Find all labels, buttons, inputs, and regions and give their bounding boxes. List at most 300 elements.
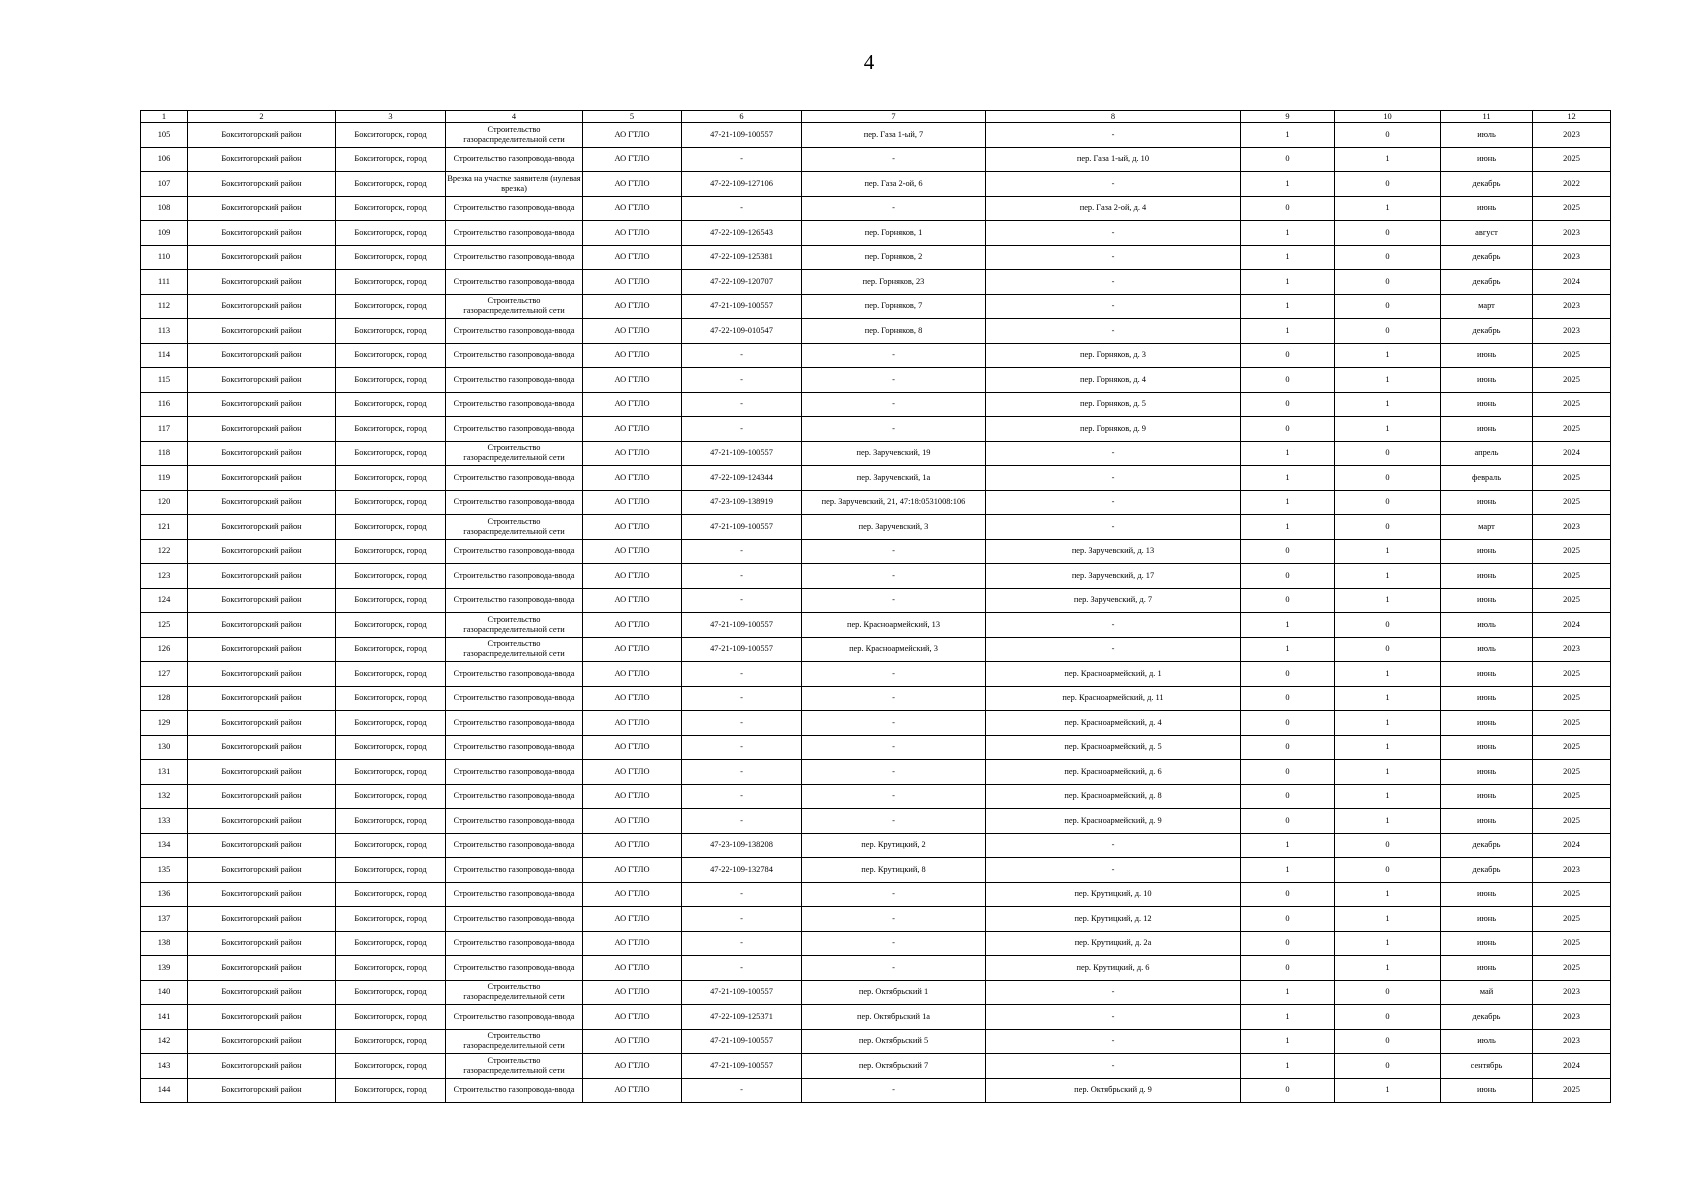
table-cell: июнь — [1441, 564, 1533, 589]
table-cell: пер. Крутицкий, 8 — [802, 858, 986, 883]
table-row — [141, 784, 1611, 809]
table-cell: 2023 — [1533, 858, 1611, 883]
table-cell: Бокситогорск, город — [336, 319, 446, 344]
table-cell: пер. Горняков, 8 — [802, 319, 986, 344]
column-header: 2 — [188, 111, 336, 123]
table-cell: 1 — [1241, 613, 1335, 638]
table-cell: - — [986, 270, 1241, 295]
table-cell: - — [802, 368, 986, 393]
table-cell: Бокситогорский район — [188, 539, 336, 564]
table-cell: - — [682, 686, 802, 711]
table-row — [141, 466, 1611, 491]
table-cell: июнь — [1441, 956, 1533, 981]
table-cell: Строительство газопровода-ввода — [446, 147, 583, 172]
table-cell: 1 — [1335, 907, 1441, 932]
table-cell: Бокситогорск, город — [336, 784, 446, 809]
table-cell: 0 — [1335, 490, 1441, 515]
table-row — [141, 270, 1611, 295]
table-cell: март — [1441, 294, 1533, 319]
table-cell: АО ГТЛО — [583, 1078, 682, 1103]
table-cell: 1 — [1335, 196, 1441, 221]
table-cell: 2024 — [1533, 270, 1611, 295]
table-cell: 1 — [1241, 172, 1335, 197]
table-cell: 0 — [1241, 392, 1335, 417]
table-cell: Бокситогорск, город — [336, 956, 446, 981]
table-cell: 116 — [141, 392, 188, 417]
table-cell: Строительство газораспределительной сети — [446, 613, 583, 638]
table-cell: 2025 — [1533, 809, 1611, 834]
table-cell: 47-22-109-124344 — [682, 466, 802, 491]
table-cell: 1 — [1335, 147, 1441, 172]
table-cell: Строительство газораспределительной сети — [446, 294, 583, 319]
table-cell: 47-22-109-127106 — [682, 172, 802, 197]
table-cell: декабрь — [1441, 319, 1533, 344]
table-cell: Бокситогорск, город — [336, 980, 446, 1005]
table-cell: Бокситогорский район — [188, 882, 336, 907]
table-cell: АО ГТЛО — [583, 294, 682, 319]
table-cell: декабрь — [1441, 1005, 1533, 1030]
table-cell: 47-22-109-132784 — [682, 858, 802, 883]
table-cell: - — [682, 392, 802, 417]
table-cell: 2024 — [1533, 833, 1611, 858]
table-cell: АО ГТЛО — [583, 784, 682, 809]
table-cell: АО ГТЛО — [583, 662, 682, 687]
table-cell: АО ГТЛО — [583, 809, 682, 834]
table-cell: пер. Красноармейский, д. 9 — [986, 809, 1241, 834]
column-header: 9 — [1241, 111, 1335, 123]
table-cell: АО ГТЛО — [583, 245, 682, 270]
table-cell: 2025 — [1533, 907, 1611, 932]
table-cell: Бокситогорский район — [188, 123, 336, 148]
table-cell: - — [682, 147, 802, 172]
table-cell: 1 — [1241, 858, 1335, 883]
table-cell: пер. Горняков, д. 5 — [986, 392, 1241, 417]
table-cell: Бокситогорский район — [188, 735, 336, 760]
table-cell: июнь — [1441, 368, 1533, 393]
table-cell: пер. Газа 1-ый, 7 — [802, 123, 986, 148]
table-cell: 2024 — [1533, 1054, 1611, 1079]
table-cell: 1 — [1241, 1005, 1335, 1030]
table-cell: Бокситогорск, город — [336, 564, 446, 589]
table-cell: Бокситогорск, город — [336, 686, 446, 711]
table-cell: пер. Заручевский, 3 — [802, 515, 986, 540]
table-cell: пер. Октябрьский 1а — [802, 1005, 986, 1030]
table-cell: июнь — [1441, 147, 1533, 172]
table-cell: 117 — [141, 417, 188, 442]
table-cell: Строительство газопровода-ввода — [446, 809, 583, 834]
table-row — [141, 907, 1611, 932]
table-cell: 132 — [141, 784, 188, 809]
table-cell: 139 — [141, 956, 188, 981]
table-cell: Бокситогорск, город — [336, 735, 446, 760]
table-cell: - — [802, 147, 986, 172]
table-cell: 2025 — [1533, 784, 1611, 809]
table-cell: 47-23-109-138208 — [682, 833, 802, 858]
table-cell: АО ГТЛО — [583, 221, 682, 246]
table-cell: 105 — [141, 123, 188, 148]
table-cell: 112 — [141, 294, 188, 319]
table-cell: АО ГТЛО — [583, 1029, 682, 1054]
table-cell: АО ГТЛО — [583, 760, 682, 785]
table-cell: - — [682, 196, 802, 221]
table-cell: Строительство газопровода-ввода — [446, 392, 583, 417]
table-cell: 123 — [141, 564, 188, 589]
table-cell: - — [986, 294, 1241, 319]
table-cell: Бокситогорск, город — [336, 931, 446, 956]
table-cell: 129 — [141, 711, 188, 736]
table-cell: Бокситогорский район — [188, 588, 336, 613]
table-cell: - — [682, 343, 802, 368]
table-cell: июнь — [1441, 490, 1533, 515]
table-cell: 1 — [1335, 809, 1441, 834]
table-cell: - — [682, 417, 802, 442]
table-cell: 1 — [1335, 784, 1441, 809]
table-cell: декабрь — [1441, 245, 1533, 270]
table-cell: 1 — [1241, 490, 1335, 515]
table-cell: Бокситогорский район — [188, 466, 336, 491]
table-cell: пер. Красноармейский, д. 8 — [986, 784, 1241, 809]
table-cell: Строительство газопровода-ввода — [446, 245, 583, 270]
table-cell: 142 — [141, 1029, 188, 1054]
table-cell: Бокситогорский район — [188, 441, 336, 466]
table-cell: Бокситогорский район — [188, 564, 336, 589]
table-cell: 141 — [141, 1005, 188, 1030]
table-row — [141, 1029, 1611, 1054]
table-cell: 1 — [1335, 760, 1441, 785]
table-cell: 137 — [141, 907, 188, 932]
table-cell: 1 — [1335, 931, 1441, 956]
table-row — [141, 735, 1611, 760]
table-cell: 47-21-109-100557 — [682, 441, 802, 466]
table-row — [141, 294, 1611, 319]
table-cell: Строительство газопровода-ввода — [446, 1005, 583, 1030]
table-cell: - — [682, 735, 802, 760]
table-cell: пер. Октябрьский д. 9 — [986, 1078, 1241, 1103]
table-cell: АО ГТЛО — [583, 637, 682, 662]
table-cell: - — [986, 466, 1241, 491]
table-cell: 1 — [1241, 221, 1335, 246]
table-cell: 109 — [141, 221, 188, 246]
table-cell: пер. Красноармейский, д. 4 — [986, 711, 1241, 736]
table-cell: Бокситогорск, город — [336, 760, 446, 785]
table-header-row — [141, 111, 1611, 123]
table-cell: Бокситогорский район — [188, 637, 336, 662]
table-cell: 2022 — [1533, 172, 1611, 197]
table-cell: 2025 — [1533, 368, 1611, 393]
table-cell: 144 — [141, 1078, 188, 1103]
table-cell: Строительство газопровода-ввода — [446, 466, 583, 491]
table-cell: 2025 — [1533, 588, 1611, 613]
table-cell: июнь — [1441, 588, 1533, 613]
table-cell: июнь — [1441, 417, 1533, 442]
table-cell: май — [1441, 980, 1533, 1005]
table-cell: 0 — [1241, 343, 1335, 368]
table-cell: АО ГТЛО — [583, 735, 682, 760]
table-cell: Строительство газопровода-ввода — [446, 319, 583, 344]
table-row — [141, 588, 1611, 613]
table-cell: пер. Красноармейский, 3 — [802, 637, 986, 662]
table-cell: Бокситогорский район — [188, 931, 336, 956]
table-cell: Бокситогорск, город — [336, 858, 446, 883]
table-cell: - — [802, 539, 986, 564]
table-cell: 1 — [1335, 588, 1441, 613]
table-cell: Строительство газопровода-ввода — [446, 196, 583, 221]
table-cell: 2023 — [1533, 294, 1611, 319]
table-cell: - — [682, 588, 802, 613]
table-cell: АО ГТЛО — [583, 270, 682, 295]
table-cell: 47-21-109-100557 — [682, 123, 802, 148]
table-cell: 135 — [141, 858, 188, 883]
table-cell: АО ГТЛО — [583, 1005, 682, 1030]
table-cell: 47-22-109-125381 — [682, 245, 802, 270]
table-cell: 2025 — [1533, 711, 1611, 736]
table-cell: Бокситогорск, город — [336, 368, 446, 393]
table-cell: - — [682, 809, 802, 834]
table-cell: пер. Заручевский, д. 7 — [986, 588, 1241, 613]
table-cell: 47-21-109-100557 — [682, 637, 802, 662]
table-cell: Бокситогорский район — [188, 858, 336, 883]
table-cell: Бокситогорский район — [188, 833, 336, 858]
table-cell: пер. Красноармейский, д. 6 — [986, 760, 1241, 785]
table-cell: Бокситогорский район — [188, 368, 336, 393]
table-cell: июнь — [1441, 784, 1533, 809]
table-cell: 0 — [1335, 613, 1441, 638]
table-cell: декабрь — [1441, 858, 1533, 883]
table-cell: 1 — [1241, 515, 1335, 540]
table-cell: Строительство газопровода-ввода — [446, 1078, 583, 1103]
table-cell: Бокситогорск, город — [336, 1054, 446, 1079]
table-cell: Строительство газопровода-ввода — [446, 662, 583, 687]
table-row — [141, 147, 1611, 172]
table-cell: 1 — [1335, 662, 1441, 687]
table-cell: 47-21-109-100557 — [682, 980, 802, 1005]
column-header: 3 — [336, 111, 446, 123]
table-cell: - — [682, 1078, 802, 1103]
table-cell: Строительство газораспределительной сети — [446, 123, 583, 148]
table-cell: - — [682, 539, 802, 564]
table-cell: - — [802, 1078, 986, 1103]
table-cell: Бокситогорск, город — [336, 172, 446, 197]
table-cell: АО ГТЛО — [583, 147, 682, 172]
table-cell: 0 — [1335, 123, 1441, 148]
table-cell: 120 — [141, 490, 188, 515]
table-cell: 0 — [1335, 858, 1441, 883]
table-cell: пер. Заручевский, 21, 47:18:0531008:106 — [802, 490, 986, 515]
table-cell: 0 — [1335, 515, 1441, 540]
table-cell: Строительство газопровода-ввода — [446, 760, 583, 785]
table-cell: пер. Красноармейский, д. 11 — [986, 686, 1241, 711]
table-cell: АО ГТЛО — [583, 613, 682, 638]
table-cell: 1 — [1335, 882, 1441, 907]
table-cell: АО ГТЛО — [583, 1054, 682, 1079]
table-cell: 2023 — [1533, 319, 1611, 344]
table-cell: 0 — [1241, 809, 1335, 834]
table-cell: 47-21-109-100557 — [682, 613, 802, 638]
table-cell: 2025 — [1533, 882, 1611, 907]
table-cell: пер. Горняков, 2 — [802, 245, 986, 270]
table-cell: АО ГТЛО — [583, 907, 682, 932]
table-row — [141, 441, 1611, 466]
table-cell: Бокситогорский район — [188, 1029, 336, 1054]
table-row — [141, 760, 1611, 785]
column-header: 6 — [682, 111, 802, 123]
table-body — [141, 123, 1611, 1103]
table-cell: 2023 — [1533, 245, 1611, 270]
table-cell: 125 — [141, 613, 188, 638]
table-cell: Бокситогорск, город — [336, 637, 446, 662]
table-cell: 0 — [1241, 907, 1335, 932]
column-header: 10 — [1335, 111, 1441, 123]
table-row — [141, 931, 1611, 956]
table-cell: июнь — [1441, 931, 1533, 956]
table-cell: 106 — [141, 147, 188, 172]
table-cell: - — [986, 123, 1241, 148]
table-cell: - — [986, 221, 1241, 246]
table-cell: Бокситогорский район — [188, 196, 336, 221]
table-cell: 111 — [141, 270, 188, 295]
table-cell: июнь — [1441, 882, 1533, 907]
table-cell: 133 — [141, 809, 188, 834]
table-cell: июнь — [1441, 392, 1533, 417]
table-cell: Строительство газопровода-ввода — [446, 784, 583, 809]
table-cell: Бокситогорский район — [188, 270, 336, 295]
table-row — [141, 564, 1611, 589]
table-cell: АО ГТЛО — [583, 368, 682, 393]
table-cell: март — [1441, 515, 1533, 540]
table-cell: июль — [1441, 613, 1533, 638]
table-cell: Бокситогорск, город — [336, 147, 446, 172]
table-cell: АО ГТЛО — [583, 466, 682, 491]
table-cell: Бокситогорский район — [188, 809, 336, 834]
table-cell: Бокситогорск, город — [336, 490, 446, 515]
table-cell: 0 — [1335, 172, 1441, 197]
table-cell: 124 — [141, 588, 188, 613]
table-cell: - — [682, 368, 802, 393]
table-row — [141, 343, 1611, 368]
table-cell: Бокситогорск, город — [336, 270, 446, 295]
table-cell: 1 — [1241, 637, 1335, 662]
table-cell: июнь — [1441, 735, 1533, 760]
table-cell: 113 — [141, 319, 188, 344]
table-cell: - — [802, 564, 986, 589]
table-row — [141, 1078, 1611, 1103]
table-cell: 140 — [141, 980, 188, 1005]
table-cell: пер. Крутицкий, д. 10 — [986, 882, 1241, 907]
table-cell: - — [802, 956, 986, 981]
table-cell: 47-21-109-100557 — [682, 1054, 802, 1079]
table-row — [141, 515, 1611, 540]
table-cell: АО ГТЛО — [583, 490, 682, 515]
table-cell: - — [802, 784, 986, 809]
table-cell: июнь — [1441, 343, 1533, 368]
table-cell: 138 — [141, 931, 188, 956]
table-cell: 1 — [1241, 270, 1335, 295]
table-cell: Строительство газопровода-ввода — [446, 221, 583, 246]
table-cell: Строительство газопровода-ввода — [446, 270, 583, 295]
table-cell: июнь — [1441, 711, 1533, 736]
table-cell: 2024 — [1533, 441, 1611, 466]
table-cell: Строительство газопровода-ввода — [446, 882, 583, 907]
table-cell: 2023 — [1533, 980, 1611, 1005]
table-row — [141, 417, 1611, 442]
table-cell: июнь — [1441, 907, 1533, 932]
table-cell: декабрь — [1441, 270, 1533, 295]
column-header: 11 — [1441, 111, 1533, 123]
table-cell: пер. Горняков, 7 — [802, 294, 986, 319]
table-cell: Бокситогорск, город — [336, 833, 446, 858]
table-cell: - — [682, 711, 802, 736]
table-cell: - — [802, 343, 986, 368]
table-cell: - — [802, 588, 986, 613]
table-cell: 0 — [1241, 784, 1335, 809]
table-cell: АО ГТЛО — [583, 319, 682, 344]
table-cell: 2025 — [1533, 760, 1611, 785]
table-cell: Бокситогорск, город — [336, 123, 446, 148]
table-cell: - — [802, 882, 986, 907]
table-cell: 1 — [1241, 1029, 1335, 1054]
table-cell: 0 — [1241, 539, 1335, 564]
table-cell: АО ГТЛО — [583, 931, 682, 956]
table-cell: 0 — [1241, 662, 1335, 687]
table-cell: - — [802, 735, 986, 760]
table-cell: Бокситогорский район — [188, 147, 336, 172]
table-cell: Бокситогорский район — [188, 1078, 336, 1103]
table-cell: - — [986, 1054, 1241, 1079]
table-cell: - — [986, 245, 1241, 270]
table-cell: Строительство газопровода-ввода — [446, 833, 583, 858]
table-row — [141, 392, 1611, 417]
table-cell: Бокситогорск, город — [336, 417, 446, 442]
table-row — [141, 490, 1611, 515]
table-cell: 0 — [1241, 368, 1335, 393]
table-cell: Бокситогорск, город — [336, 662, 446, 687]
table-cell: - — [802, 809, 986, 834]
table-cell: 2025 — [1533, 686, 1611, 711]
table-cell: АО ГТЛО — [583, 441, 682, 466]
table-cell: декабрь — [1441, 172, 1533, 197]
table-cell: Бокситогорск, город — [336, 441, 446, 466]
table-cell: 0 — [1335, 980, 1441, 1005]
table-cell: 2025 — [1533, 1078, 1611, 1103]
table-cell: - — [802, 931, 986, 956]
table-cell: 1 — [1335, 368, 1441, 393]
table-cell: Бокситогорск, город — [336, 245, 446, 270]
table-cell: 2025 — [1533, 490, 1611, 515]
table-cell: июль — [1441, 123, 1533, 148]
table-cell: АО ГТЛО — [583, 172, 682, 197]
table-cell: АО ГТЛО — [583, 956, 682, 981]
table-cell: Бокситогорск, город — [336, 221, 446, 246]
column-header: 5 — [583, 111, 682, 123]
table-cell: 2025 — [1533, 662, 1611, 687]
table-row — [141, 368, 1611, 393]
table-cell: 0 — [1241, 1078, 1335, 1103]
table-cell: Строительство газораспределительной сети — [446, 515, 583, 540]
table-row — [141, 221, 1611, 246]
table-cell: Бокситогорск, город — [336, 392, 446, 417]
table-cell: 0 — [1335, 1029, 1441, 1054]
table-cell: Бокситогорский район — [188, 711, 336, 736]
table-row — [141, 319, 1611, 344]
table-cell: пер. Красноармейский, 13 — [802, 613, 986, 638]
table-cell: 1 — [1241, 245, 1335, 270]
table-cell: 0 — [1241, 147, 1335, 172]
table-cell: 0 — [1335, 270, 1441, 295]
table-cell: 0 — [1241, 588, 1335, 613]
table-cell: 2023 — [1533, 221, 1611, 246]
table-cell: АО ГТЛО — [583, 564, 682, 589]
table-cell: 131 — [141, 760, 188, 785]
